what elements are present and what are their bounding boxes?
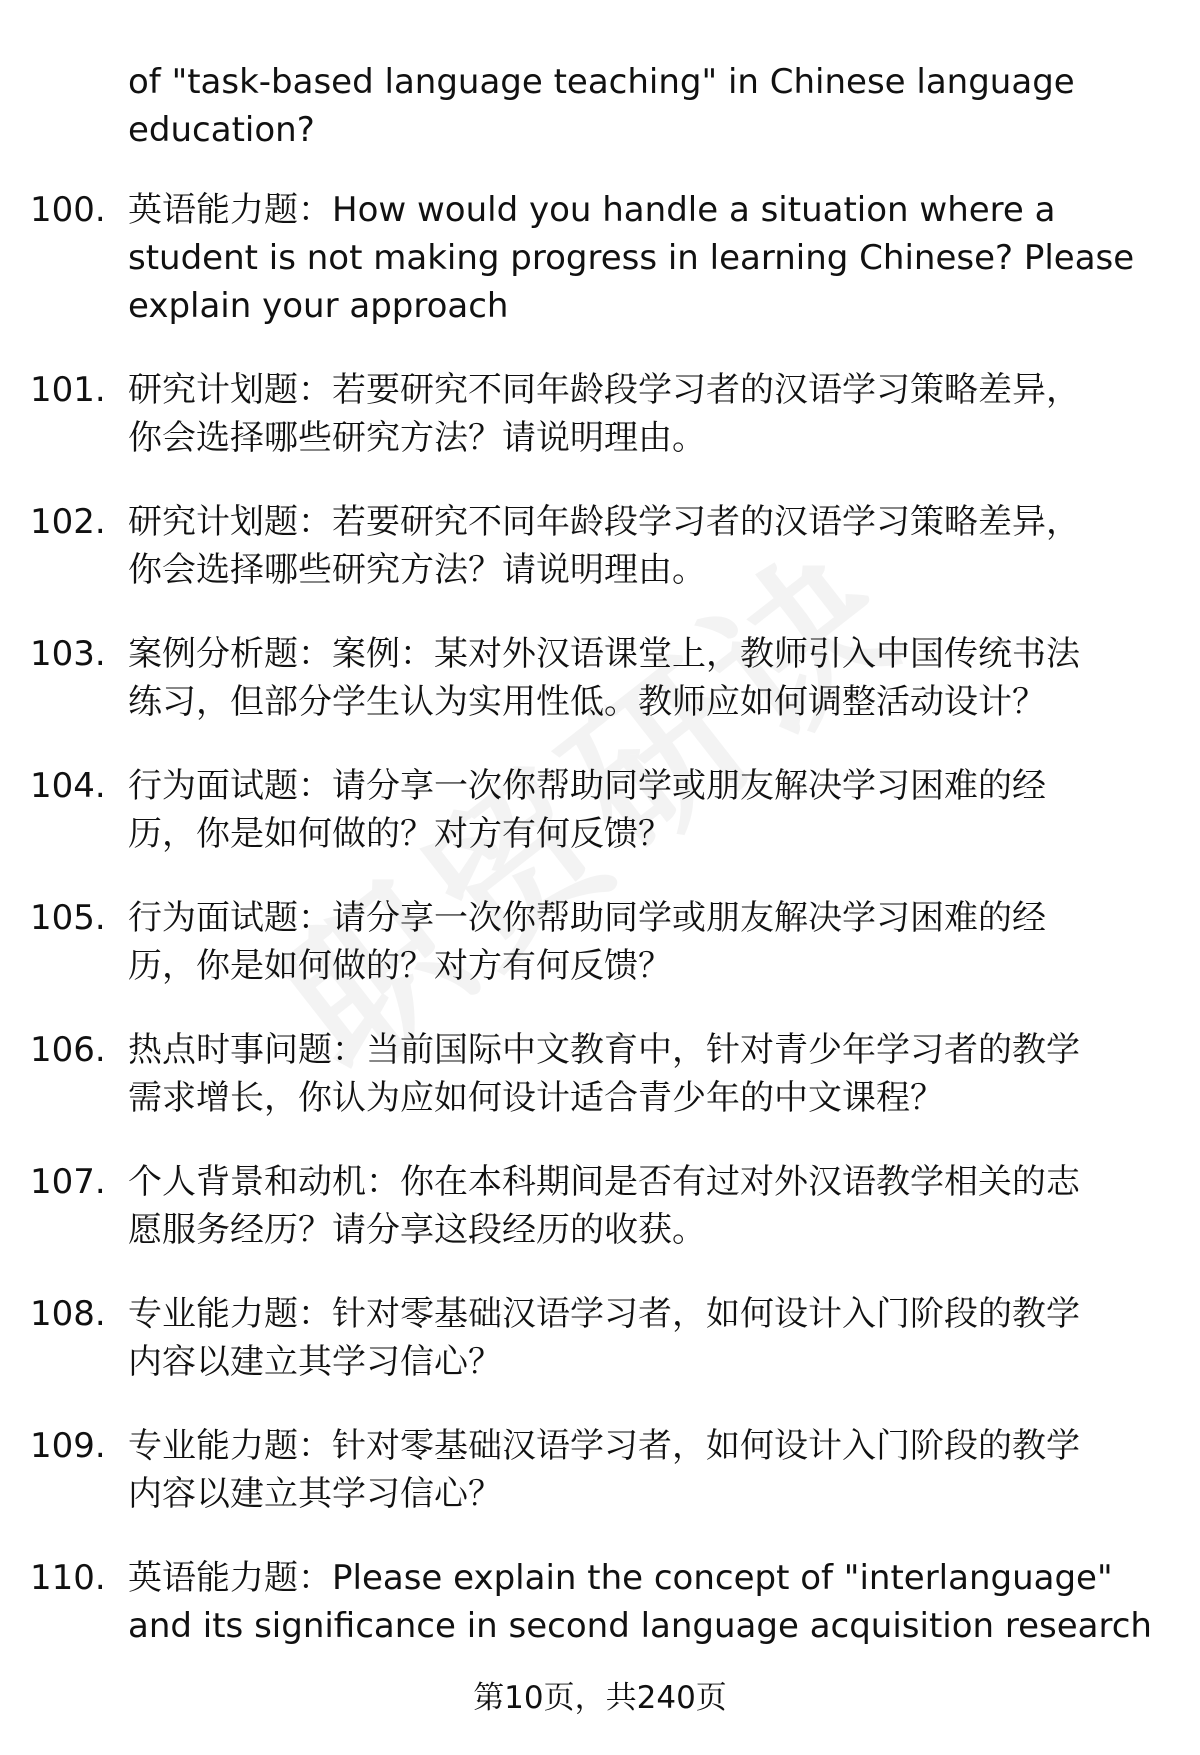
question-number: 102. (30, 502, 106, 542)
question-number: 104. (30, 766, 106, 806)
question-text: 案例分析题：案例：某对外汉语课堂上，教师引入中国传统书法 练习，但部分学生认为实用性低。教师应如何调整活动设计？ (128, 634, 1080, 722)
question-item-108 (30, 1290, 1170, 1386)
question-text: 专业能力题：针对零基础汉语学习者，如何设计入门阶段的教学 内容以建立其学习信心？ (128, 1426, 1080, 1514)
question-number: 105. (30, 898, 106, 938)
question-item-103 (30, 630, 1170, 726)
question-item-102 (30, 498, 1170, 594)
question-text: 个人背景和动机：你在本科期间是否有过对外汉语教学相关的志 愿服务经历？请分享这段经历的收获。 (128, 1162, 1080, 1250)
question-item-100 (30, 186, 1170, 330)
question-text: 英语能力题：How would you handle a situation where a student is not making progress in learning Chinese? Please explain your approach (128, 190, 1135, 326)
question-number: 103. (30, 634, 106, 674)
question-number: 109. (30, 1426, 106, 1466)
question-item-107 (30, 1158, 1170, 1254)
question-number: 100. (30, 190, 106, 230)
question-text: 行为面试题：请分享一次你帮助同学或朋友解决学习困难的经 历，你是如何做的？对方有何反馈？ (128, 898, 1046, 986)
question-text: of "task-based language teaching" in Chinese language education? (128, 62, 1075, 150)
question-number: 107. (30, 1162, 106, 1202)
question-list (30, 58, 1170, 1686)
question-item-110 (30, 1554, 1170, 1650)
question-text: 英语能力题：Please explain the concept of "interlanguage" and its significance in second language acquisition research (128, 1558, 1152, 1646)
question-number: 106. (30, 1030, 106, 1070)
question-number: 108. (30, 1294, 106, 1334)
question-item-109 (30, 1422, 1170, 1518)
question-item-105 (30, 894, 1170, 990)
question-number: 101. (30, 370, 106, 410)
question-item-104 (30, 762, 1170, 858)
question-text: 热点时事问题：当前国际中文教育中，针对青少年学习者的教学 需求增长，你认为应如何设计适合青少年的中文课程？ (128, 1030, 1080, 1118)
page-footer: 第10页，共240页 (473, 1680, 727, 1716)
question-text: 研究计划题：若要研究不同年龄段学习者的汉语学习策略差异， 你会选择哪些研究方法？请说明理由。 (128, 502, 1080, 590)
question-number: 110. (30, 1558, 106, 1598)
question-text: 研究计划题：若要研究不同年龄段学习者的汉语学习策略差异， 你会选择哪些研究方法？请说明理由。 (128, 370, 1080, 458)
question-item-continued (30, 58, 1170, 154)
question-item-106 (30, 1026, 1170, 1122)
question-item-101 (30, 366, 1170, 462)
question-text: 行为面试题：请分享一次你帮助同学或朋友解决学习困难的经 历，你是如何做的？对方有何反馈？ (128, 766, 1046, 854)
question-text: 专业能力题：针对零基础汉语学习者，如何设计入门阶段的教学 内容以建立其学习信心？ (128, 1294, 1080, 1382)
